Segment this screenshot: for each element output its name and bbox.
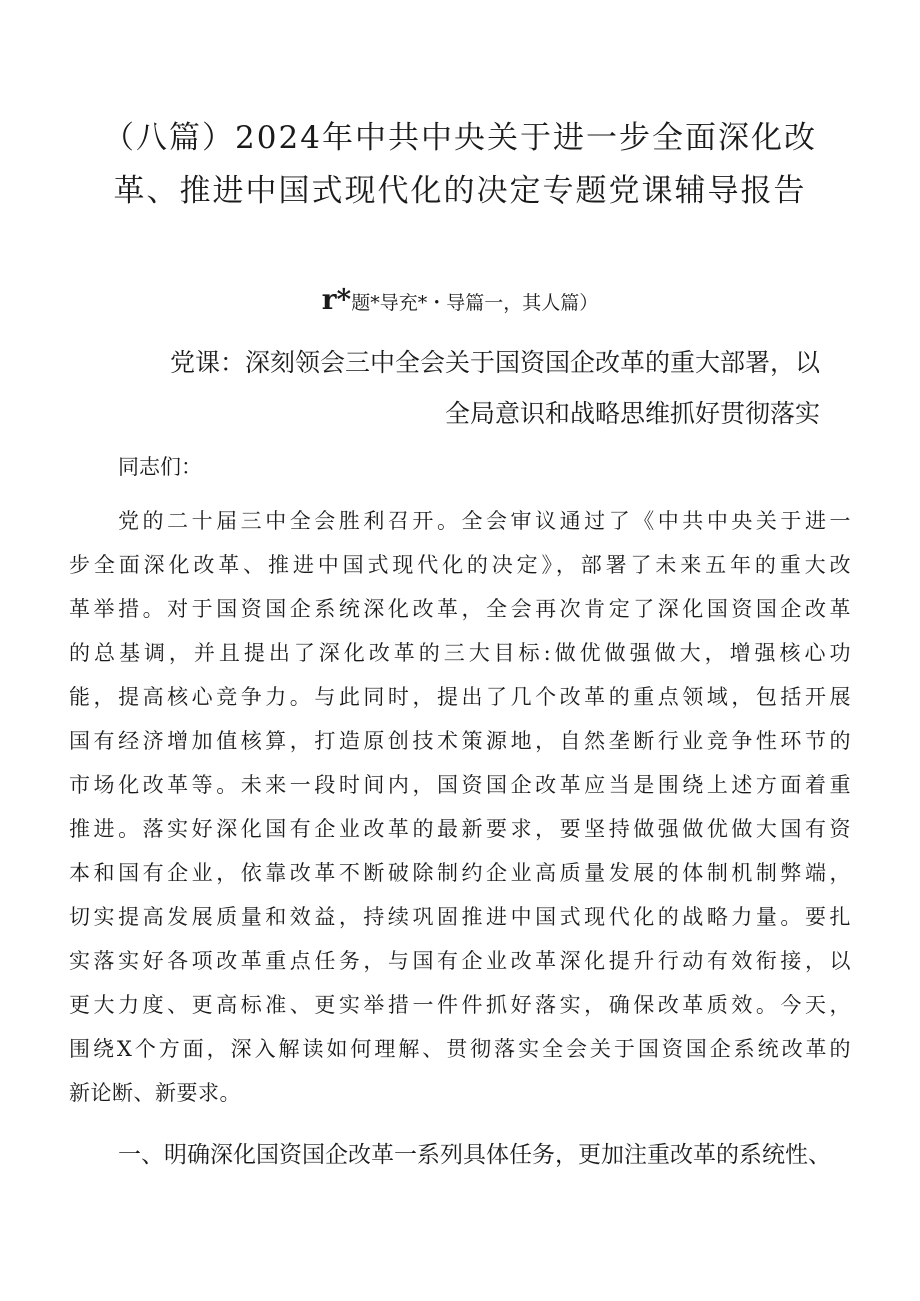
body-line: 推进。落实好深化国有企业改革的最新要求，要坚持做强做优做大国有资 bbox=[69, 817, 851, 841]
section-heading: 一、明确深化国资国企改革一系列具体任务，更加注重改革的系统性、 bbox=[118, 1142, 831, 1168]
subtitle bbox=[0, 283, 920, 316]
body-line: 切实提高发展质量和效益，持续巩固推进中国式现代化的战略力量。要扎 bbox=[69, 905, 851, 929]
document-title-line-1: （八篇）2024年中共中央关于进一步全面深化改 bbox=[103, 120, 817, 156]
body-line: 围绕X个方面，深入解读如何理解、贯彻落实全会关于国资国企系统改革的 bbox=[69, 1037, 851, 1061]
body-line: 实落实好各项改革重点任务，与国有企业改革深化提升行动有效衔接，以 bbox=[69, 949, 851, 973]
document-title-line-2: 革、推进中国式现代化的决定专题党课辅导报告 bbox=[113, 173, 807, 209]
body-line: 更大力度、更高标准、更实举措一件件抓好落实，确保改革质效。今天， bbox=[69, 993, 851, 1017]
body-line: 国有经济增加值核算，打造原创技术策源地，自然垄断行业竞争性环节的 bbox=[69, 729, 851, 753]
subtitle-prefix: r* bbox=[321, 283, 352, 316]
body-line: 市场化改革等。未来一段时间内，国资国企改革应当是围绕上述方面着重 bbox=[69, 773, 851, 797]
subtitle-text: 题*导充*・导篇一，其人篇） bbox=[351, 292, 599, 314]
body-line: 党的二十届三中全会胜利召开。全会审议通过了《中共中央关于进一 bbox=[118, 509, 851, 533]
greeting: 同志们： bbox=[118, 455, 202, 479]
body-line: 革举措。对于国资国企系统深化改革，全会再次肯定了深化国资国企改革 bbox=[69, 597, 851, 621]
body-line: 能，提高核心竞争力。与此同时，提出了几个改革的重点领域，包括开展 bbox=[69, 685, 851, 709]
body-line: 步全面深化改革、推进中国式现代化的决定》，部署了未来五年的重大改 bbox=[69, 553, 851, 577]
section-title-line-1: 党课：深刻领会三中全会关于国资国企改革的重大部署，以 bbox=[169, 348, 820, 377]
section-title-line-2: 全局意识和战略思维抓好贯彻落实 bbox=[444, 399, 820, 428]
body-line: 新论断、新要求。 bbox=[69, 1081, 241, 1105]
body-line: 本和国有企业，依靠改革不断破除制约企业高质量发展的体制机制弊端， bbox=[69, 861, 851, 885]
body-line: 的总基调，并且提出了深化改革的三大目标:做优做强做大，增强核心功 bbox=[69, 641, 851, 665]
